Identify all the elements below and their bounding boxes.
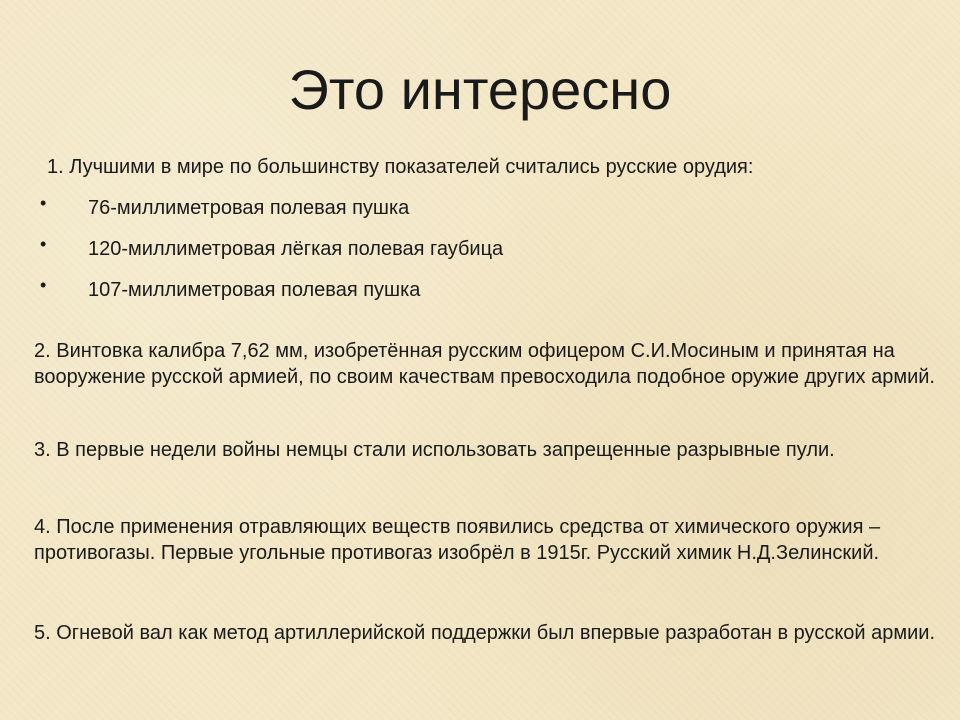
bullet-item — [40, 193, 920, 234]
point-2-paragraph: 2. Винтовка калибра 7,62 мм, изобретённая русским офицером С.И.Мосиным и принятая на вооружение русской армией, по своим качествам превосходила подобное оружие других армий. — [34, 340, 935, 388]
point-1-bullet-list — [40, 193, 920, 316]
bullet-text: 76-миллиметровая полевая пушка — [88, 197, 410, 219]
bullet-text: 107-миллиметровая полевая пушка — [88, 279, 421, 301]
point-5-paragraph: 5. Огневой вал как метод артиллерийской поддержки был впервые разработан в русской армии. — [34, 622, 936, 644]
point-4-paragraph: 4. После применения отравляющих веществ появились средства от химического оружия – противогазы. Первые угольные противогаз изобрёл в 1915г. Русский химик Н.Д.Зелинский. — [34, 516, 881, 564]
bullet-dot-icon: • — [40, 234, 47, 254]
bullet-text: 120-миллиметровая лёгкая полевая гаубица — [88, 238, 504, 260]
bullet-dot-icon: • — [40, 275, 47, 295]
bullet-item — [40, 234, 920, 275]
slide-title: Это интересно — [288, 58, 672, 121]
bullet-dot-icon: • — [40, 193, 47, 213]
bullet-item — [40, 275, 920, 316]
point-1-intro: 1. Лучшими в мире по большинству показателей считались русские орудия: — [47, 156, 754, 178]
point-3-paragraph: 3. В первые недели войны немцы стали использовать запрещенные разрывные пули. — [34, 439, 835, 461]
